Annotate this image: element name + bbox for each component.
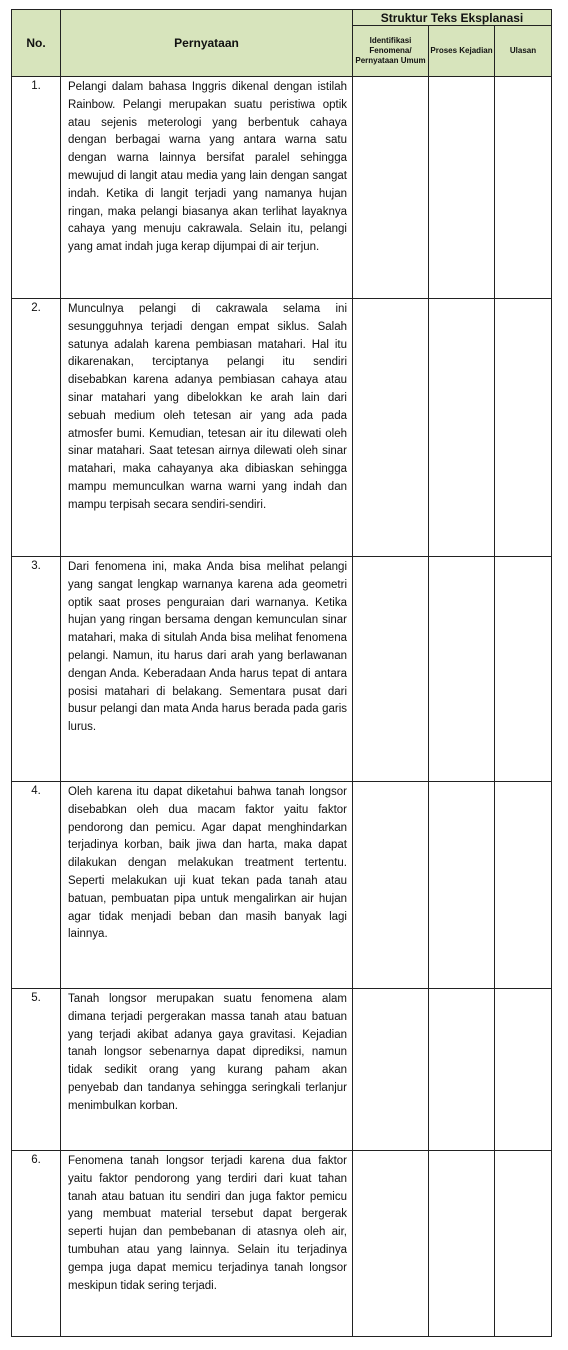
statement-text: Oleh karena itu dapat diketahui bahwa tanah longsor disebabkan oleh dua macam faktor yaitu faktor pendorong dan pemicu. Agar dapat menghindarkan terjadinya korban, baik jiwa dan harta, maka dapat dilakukan dengan melakukan treatment tertentu. Seperti melakukan uji kuat tekan pada tanah atau batuan, pembuatan pipa untuk mengalirkan air hujan agar tidak menjadi beban dan masih banyak lagi lainnya.	[61, 782, 353, 989]
row-number: 6.	[12, 1151, 61, 1337]
table-row	[12, 77, 552, 299]
column-header-struktur: Struktur Teks Eksplanasi	[353, 10, 552, 26]
column-header-proses: Proses Kejadian	[429, 26, 495, 77]
column-header-identifikasi: Identifikasi Fenomena/ Pernyataan Umum	[353, 26, 429, 77]
answer-cell-ulasan[interactable]	[495, 1151, 552, 1337]
answer-cell-proses[interactable]	[429, 989, 495, 1151]
column-header-no: No.	[12, 10, 61, 77]
answer-cell-proses[interactable]	[429, 77, 495, 299]
statement-text: Dari fenomena ini, maka Anda bisa melihat pelangi yang sangat lengkap warnanya karena ada geometri optik saat proses penguraian dari warnanya. Ketika hujan yang ringan bersama dengan kemunculan sinar matahari, maka di situlah Anda bisa melihat fenomena pelangi. Namun, itu harus dari arah yang berlawanan dengan Anda. Keberadaan Anda harus tepat di antara posisi matahari di belakang. Sementara pusat dari busur pelangi dan mata Anda harus berada pada garis lurus.	[61, 557, 353, 782]
statement-text: Pelangi dalam bahasa Inggris dikenal dengan istilah Rainbow. Pelangi merupakan suatu peristiwa optik atau sejenis meterologi yang berbentuk cahaya dengan berbagai warna yang antara warna satu dengan warna lainnya bersifat paralel sehingga mewujud di langit atau media yang lain dengan sangat indah. Ketika di langit terjadi yang namanya hujan ringan, maka pelangi biasanya akan terlihat layaknya cahaya yang menuju cakrawala. Selain itu, pelangi yang amat indah juga kerap dijumpai di air terjun.	[61, 77, 353, 299]
answer-cell-identifikasi[interactable]	[353, 989, 429, 1151]
table-row	[12, 989, 552, 1151]
answer-cell-identifikasi[interactable]	[353, 1151, 429, 1337]
row-number: 3.	[12, 557, 61, 782]
row-number: 2.	[12, 299, 61, 557]
row-number: 1.	[12, 77, 61, 299]
table-row	[12, 782, 552, 989]
answer-cell-identifikasi[interactable]	[353, 557, 429, 782]
column-header-pernyataan: Pernyataan	[61, 10, 353, 77]
answer-cell-ulasan[interactable]	[495, 299, 552, 557]
answer-cell-ulasan[interactable]	[495, 77, 552, 299]
answer-cell-ulasan[interactable]	[495, 782, 552, 989]
column-header-ulasan: Ulasan	[495, 26, 552, 77]
answer-cell-identifikasi[interactable]	[353, 299, 429, 557]
table-row	[12, 557, 552, 782]
answer-cell-proses[interactable]	[429, 299, 495, 557]
table-row	[12, 299, 552, 557]
explanation-text-worksheet	[11, 9, 551, 1337]
answer-cell-proses[interactable]	[429, 782, 495, 989]
statement-text: Fenomena tanah longsor terjadi karena dua faktor yaitu faktor pendorong yang terdiri dari kuat tahan tanah atau batuan itu sendiri dan juga faktor pemicu yang membuat material tersebut dapat bergerak seperti hujan dan pembebanan di atasnya oleh air, tumbuhan atau yang lainnya. Selain itu terjadinya gempa juga dapat memicu terjadinya tanah longsor meskipun tidak sering terjadi.	[61, 1151, 353, 1337]
answer-cell-identifikasi[interactable]	[353, 77, 429, 299]
statement-text: Tanah longsor merupakan suatu fenomena alam dimana terjadi pergerakan massa tanah atau batuan yang terjadi akibat adanya gaya gravitasi. Kejadian tanah longsor sebenarnya dapat diprediksi, namun tidak sedikit orang yang kurang paham akan penyebab dan tandanya sehingga seringkali terlanjur menimbulkan korban.	[61, 989, 353, 1151]
row-number: 4.	[12, 782, 61, 989]
worksheet-table	[11, 9, 552, 1337]
header-row-top	[12, 10, 552, 26]
row-number: 5.	[12, 989, 61, 1151]
answer-cell-ulasan[interactable]	[495, 557, 552, 782]
answer-cell-proses[interactable]	[429, 1151, 495, 1337]
statement-text: Munculnya pelangi di cakrawala selama ini sesungguhnya terjadi dengan empat siklus. Salah satunya adalah karena pembiasan matahari. Hal itu dikarenakan, terciptanya pelangi itu sendiri disebabkan karena adanya pembiasan cahaya atau sinar matahari yang dibelokkan ke arah lain dari sebuah medium oleh tetesan air yang ada pada atmosfer bumi. Kemudian, tetesan air itu dilewati oleh sinar matahari. Saat tetesan airnya dilewati oleh sinar matahari, maka cahayanya aka dibiaskan sehingga mampu memunculkan warna warni yang indah dan mampu terpisah secara sendiri-sendiri.	[61, 299, 353, 557]
answer-cell-ulasan[interactable]	[495, 989, 552, 1151]
answer-cell-identifikasi[interactable]	[353, 782, 429, 989]
table-row	[12, 1151, 552, 1337]
answer-cell-proses[interactable]	[429, 557, 495, 782]
